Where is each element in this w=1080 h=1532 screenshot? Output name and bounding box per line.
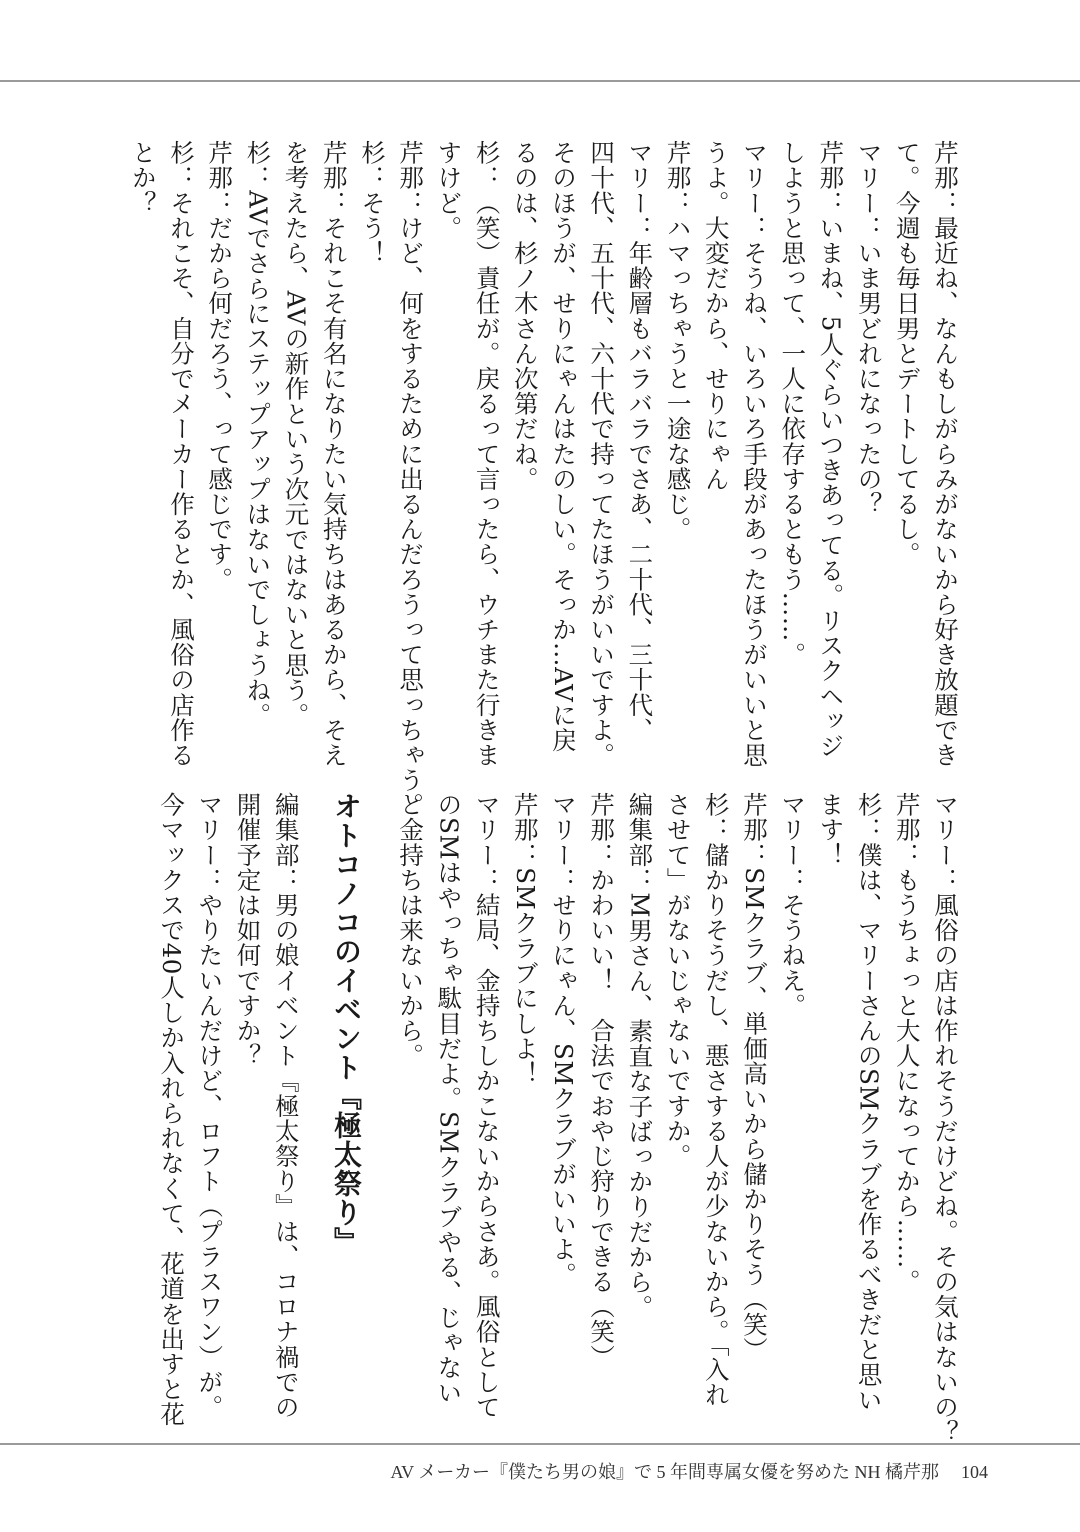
- text-line: 編集部：M男さん、素直な子ばっかりだから。: [625, 792, 655, 1320]
- text-line: とか？: [128, 140, 158, 216]
- text-line: るのは、杉ノ木さん次第だね。: [510, 140, 540, 492]
- bottom-rule: [0, 1443, 1080, 1445]
- page-number: 104: [961, 1462, 988, 1482]
- text-line: 杉：儲かりそうだし、悪さする人が少ないから。「入れ: [701, 792, 731, 1408]
- text-line: しようと思って、一人に依存するともう……。: [778, 140, 808, 668]
- text-line: マリー：そうねえ。: [778, 792, 808, 1018]
- upper-text-block: [128, 140, 964, 818]
- text-line: 芹那：最近ね、なんもしがらみがないから好き放題でき: [931, 140, 960, 768]
- top-rule: [0, 80, 1080, 82]
- text-line: マリー：やりたいんだけど、ロフト（プラスワン）が。: [195, 792, 225, 1420]
- text-line: 杉：AVでさらにステップアップはないでしょうね。: [243, 140, 273, 728]
- text-line: 芹那：もうちょっと大人になってから……。: [892, 792, 922, 1294]
- lower-text-block: [132, 792, 964, 1445]
- text-line: 杉：僕は、マリーさんのSMクラブを作るべきだと思い: [854, 792, 884, 1413]
- text-line: のSMはやっちゃ駄目だよ。SMクラブやる、じゃない: [434, 792, 464, 1406]
- text-line: すけど。: [434, 140, 464, 241]
- text-line: 杉：（笑）責任が。戻るって言ったら、ウチまた行きま: [472, 140, 502, 768]
- text-line: うよ。大変だから、せりにゃん: [701, 140, 731, 492]
- text-line: 芹那：ハマっちゃうと一途な感じ。: [663, 140, 693, 542]
- text-line: マリー：年齢層もバラバラでさあ、二十代、三十代、: [625, 140, 655, 743]
- text-line: マリー：いま男どれになったの？: [854, 140, 884, 517]
- text-line: 今マックスで40人しか入れられなくて、花道を出すと花: [157, 792, 187, 1427]
- section-heading: オトコノコのイベント『極太祭り』: [329, 792, 363, 1256]
- page-footer: [391, 1458, 989, 1484]
- text-line: マリー：せりにゃん、SMクラブがいいよ。: [548, 792, 578, 1287]
- text-line: 芹那：SMクラブにしよ！: [510, 792, 540, 1087]
- text-line: 芹那：いまね、5人ぐらいつきあってる。リスクヘッジ: [816, 140, 846, 759]
- text-line: 芹那：それこそ有名になりたい気持ちはあるから、そえ: [319, 140, 349, 768]
- text-line: マリー：そうね、いろいろ手段があったほうがいいと思: [739, 140, 769, 768]
- text-line: 芹那：だから何だろう、って感じです。: [205, 140, 235, 592]
- text-line: て。今週も毎日男とデートしてるし。: [892, 140, 922, 567]
- text-line: マリー：結局、金持ちしかこないからさあ。風俗として: [472, 792, 502, 1420]
- text-line: 四十代、五十代、六十代で持ってたほうがいいですよ。: [587, 140, 617, 768]
- running-title: AV メーカー『僕たち男の娘』で 5 年間専属女優を努めた NH 橘芹那: [390, 1462, 939, 1482]
- text-line: 開催予定は如何ですか？: [233, 792, 263, 1069]
- text-line: を考えたら、AVの新作という次元ではないと思う。: [281, 140, 311, 728]
- text-line: 杉：それこそ、自分でメーカー作るとか、風俗の店作る: [166, 140, 196, 768]
- text-line: 芹那：けど、何をするために出るんだろうって思っちゃう。: [396, 140, 426, 818]
- text-line: と金持ちは来ないから。: [396, 792, 426, 1069]
- text-line: 芹那：かわいい！ 合法でおやじ狩りできる（笑）: [587, 792, 617, 1370]
- text-line: 杉：そう！: [357, 140, 387, 266]
- text-line: マリー：風俗の店は作れそうだけどね。その気はないの？: [931, 792, 960, 1445]
- text-line: そのほうが、せりにゃんはたのしい。そっか…AVに戻: [548, 140, 578, 753]
- text-line: 芹那：SMクラブ、単価高いから儲かりそう（笑）: [739, 792, 769, 1363]
- text-line: ます！: [816, 792, 846, 868]
- text-line: させて」がないじゃないですか。: [663, 792, 693, 1169]
- text-line: 編集部：男の娘イベント『極太祭り』は、コロナ禍での: [271, 792, 301, 1420]
